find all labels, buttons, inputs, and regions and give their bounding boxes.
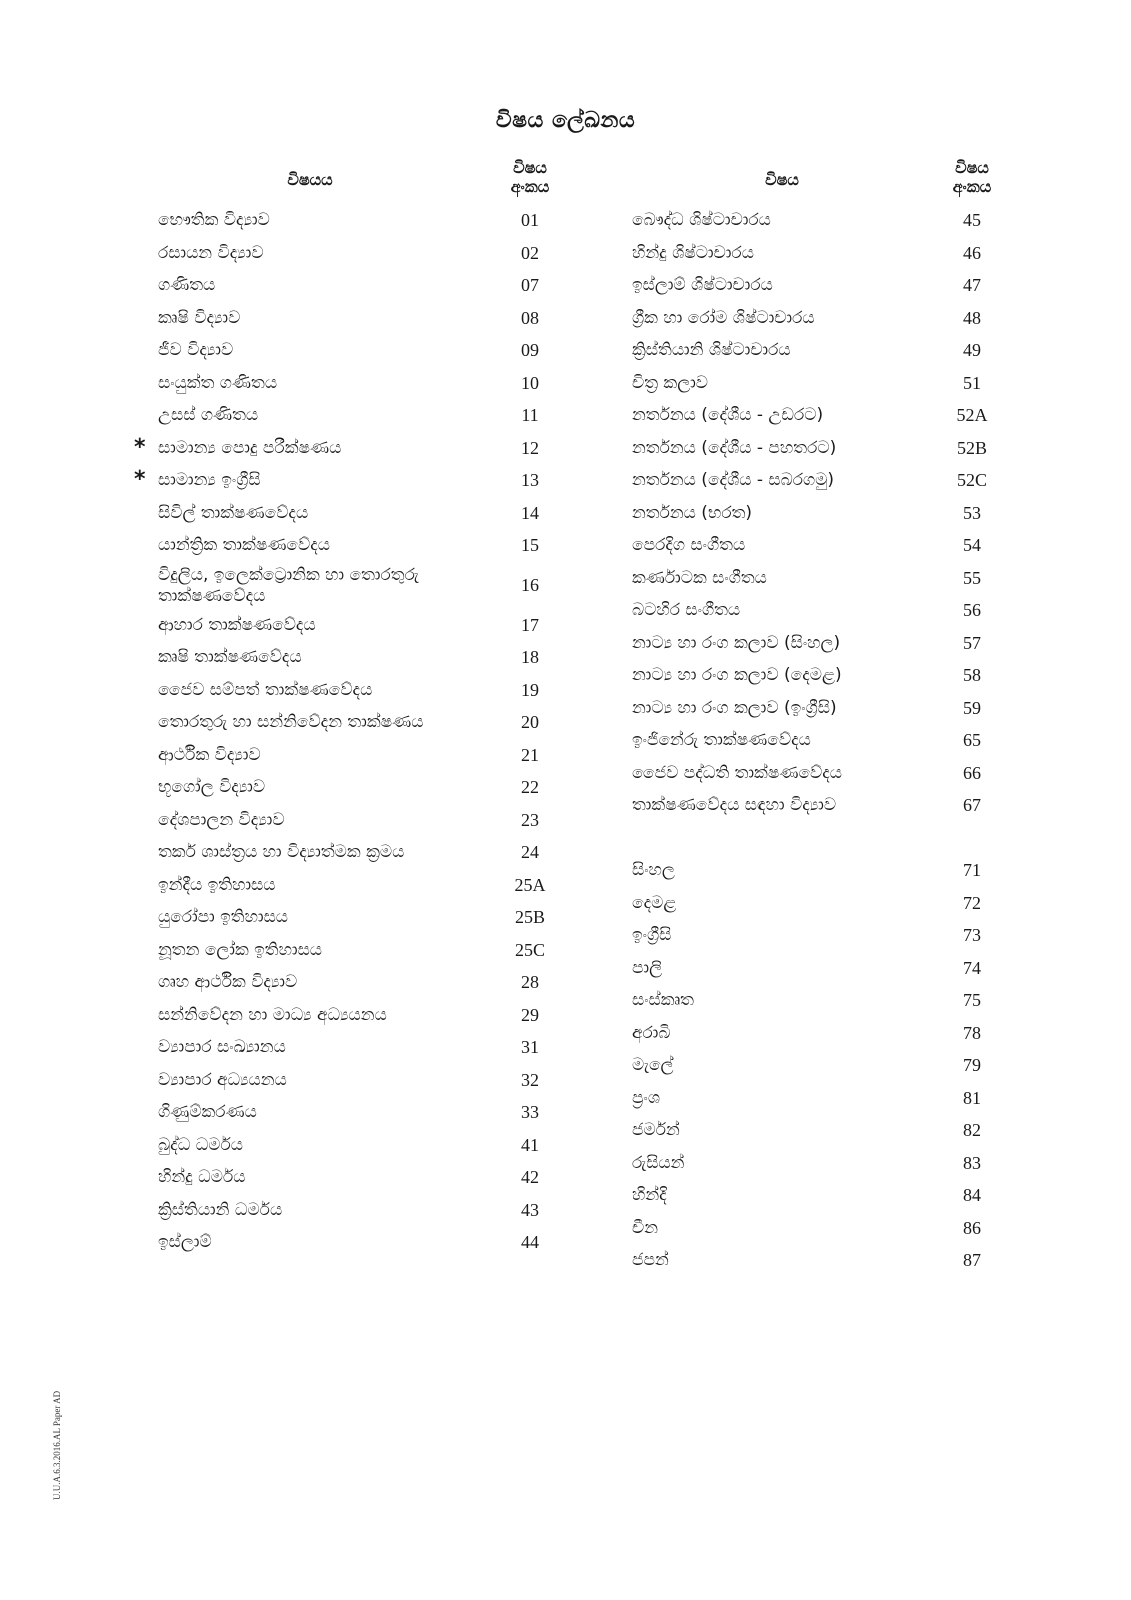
subject-code: 46	[963, 242, 981, 263]
subject-name: තර්ක ශාස්ත්‍රය හා විද්‍යාත්මක ක්‍රමය	[158, 842, 405, 862]
subject-code: 42	[521, 1167, 539, 1187]
subject-code: 52A	[956, 405, 988, 425]
table-row	[632, 919, 1022, 952]
table-row	[140, 999, 580, 1032]
subject-code: 44	[521, 1232, 539, 1252]
subject-code: 02	[521, 242, 539, 263]
table-row	[632, 1244, 1022, 1277]
subject-code: 51	[963, 372, 981, 393]
table-row	[140, 739, 580, 772]
subject-name: විදුලිය, ඉලෙක්ට්‍රොනික හා තොරතුරු තාක්ෂණවේදය	[158, 564, 419, 606]
table-row	[632, 1049, 1022, 1082]
subject-name: ගණිතය	[158, 275, 216, 295]
subject-code: 07	[521, 275, 539, 295]
subject-name: ක්‍රිස්තියානි ශිෂ්ටාචාරය	[632, 340, 791, 360]
code-header-line1: විෂය	[955, 158, 989, 177]
subject-code: 08	[521, 307, 539, 328]
table-row	[140, 674, 580, 707]
subject-code: 72	[963, 892, 981, 913]
table-row	[632, 529, 1022, 562]
subject-name: ආර්ථික විද්‍යාව	[158, 744, 261, 765]
subject-code: 67	[963, 795, 981, 815]
subject-column-header: විෂය	[765, 170, 799, 189]
table-row	[632, 692, 1022, 725]
table-row	[140, 869, 580, 902]
table-row	[632, 1212, 1022, 1245]
table-row	[140, 367, 580, 400]
subject-name: කෘෂි විද්‍යාව	[158, 307, 241, 328]
subject-code: 47	[963, 275, 981, 295]
subject-code: 49	[963, 340, 981, 360]
table-row	[632, 1114, 1022, 1147]
subject-name: ව්‍යාපාර සංඛ්‍යානය	[158, 1037, 286, 1057]
subject-column-header: විෂයය	[287, 170, 333, 189]
subject-code: 41	[521, 1134, 539, 1155]
subject-name: කර්ණාටක සංගීතය	[632, 567, 767, 588]
table-row	[140, 399, 580, 432]
subject-name: භූගෝල විද්‍යාව	[158, 777, 266, 797]
subject-code: 25A	[514, 874, 546, 895]
table-row	[632, 627, 1022, 660]
table-row	[134, 432, 580, 465]
page-title: විෂය ලේඛනය	[495, 108, 636, 133]
subject-name: කෘෂි තාක්ෂණවේදය	[158, 647, 302, 667]
subject-code: 19	[521, 679, 539, 700]
table-row	[140, 1096, 580, 1129]
code-column-header	[922, 158, 1022, 196]
subject-name: ජර්මන්	[632, 1120, 680, 1140]
table-row	[632, 887, 1022, 920]
subject-name: ගෘහ ආර්ථික විද්‍යාව	[158, 972, 298, 992]
table-row	[632, 497, 1022, 530]
subject-name: යාන්ත්‍රික තාක්ෂණවේදය	[158, 535, 331, 555]
table-row	[140, 609, 580, 642]
table-header	[632, 158, 1022, 204]
table-row	[632, 334, 1022, 367]
footer-code: U.U.A.6.3.2016.AL Paper AD	[52, 1390, 62, 1500]
table-row	[140, 966, 580, 999]
subject-code: 14	[521, 502, 539, 523]
subject-table-left	[134, 158, 580, 1259]
table-row	[140, 836, 580, 869]
subject-name: සාමාන්‍ය ඉංග්‍රීසි	[158, 470, 261, 490]
subject-name: තොරතුරු හා සන්නිවේදන තාක්ෂණය	[158, 712, 424, 732]
subject-name: දේශපාලන විද්‍යාව	[158, 809, 285, 830]
subject-name: පාලි	[632, 957, 663, 978]
subject-code: 21	[521, 744, 539, 765]
subject-name: ජෛව සම්පත් තාක්ෂණවේදය	[158, 679, 373, 700]
subject-name: සංස්කෘත	[632, 990, 694, 1010]
subject-code: 28	[521, 972, 539, 992]
subject-code: 53	[963, 502, 981, 523]
subject-name: ජපන්	[632, 1250, 669, 1270]
subject-name: ඉස්ලාම්	[158, 1232, 212, 1252]
subject-code: 74	[963, 957, 981, 978]
subject-code: 01	[521, 210, 539, 230]
subject-code: 16	[521, 574, 539, 595]
table-row	[140, 771, 580, 804]
subject-name: යුරෝපා ඉතිහාසය	[158, 907, 289, 927]
subject-code: 29	[521, 1004, 539, 1025]
table-row	[632, 269, 1022, 302]
table-row	[632, 789, 1022, 822]
subject-code: 82	[963, 1120, 981, 1140]
subject-name: නර්තනය (භරත)	[632, 502, 753, 523]
subject-name: ප්‍රංශ	[632, 1087, 660, 1108]
subject-code: 20	[521, 712, 539, 732]
subject-name: රුසියන්	[632, 1152, 685, 1173]
code-column-header	[480, 158, 580, 196]
table-row	[140, 934, 580, 967]
subject-code: 11	[521, 405, 539, 425]
subject-code: 23	[521, 809, 539, 830]
subject-name: බුද්ධ ධර්මය	[158, 1134, 244, 1155]
subject-code: 65	[963, 730, 981, 750]
table-row	[632, 204, 1022, 237]
table-row	[140, 706, 580, 739]
subject-name: චීන	[632, 1217, 659, 1238]
table-row	[632, 399, 1022, 432]
table-row	[140, 302, 580, 335]
table-row	[632, 1147, 1022, 1180]
table-row	[632, 367, 1022, 400]
table-row	[140, 1031, 580, 1064]
table-row	[632, 302, 1022, 335]
subject-name: ඉංග්‍රීසි	[632, 925, 672, 945]
subject-name: සිංහල	[632, 860, 675, 880]
subject-code: 24	[521, 842, 539, 862]
subject-name: හින්දු ධර්මය	[158, 1167, 246, 1187]
subject-code: 09	[521, 340, 539, 360]
table-row	[140, 1064, 580, 1097]
subject-code: 31	[521, 1037, 539, 1057]
subject-code: 78	[963, 1022, 981, 1043]
asterisk-mark: *	[134, 434, 146, 460]
subject-name: ඉස්ලාම් ශිෂ්ටාචාරය	[632, 275, 773, 295]
subject-name: නර්තනය (දේශීය - පහතරට)	[632, 437, 837, 458]
subject-code: 12	[521, 437, 539, 458]
table-row	[140, 1226, 580, 1259]
subject-code: 66	[963, 762, 981, 783]
subject-name: භෞතික විද්‍යාව	[158, 210, 270, 230]
code-header-line2: අංකය	[952, 177, 992, 196]
subject-code: 58	[963, 665, 981, 685]
subject-code: 54	[963, 535, 981, 555]
subject-code: 18	[521, 647, 539, 667]
subject-code: 48	[963, 307, 981, 328]
rows-left	[134, 204, 580, 1259]
subject-code: 84	[963, 1185, 981, 1205]
subject-code: 52B	[956, 437, 987, 458]
table-row	[140, 237, 580, 270]
subject-name: තාක්ෂණවේදය සඳහා විද්‍යාව	[632, 795, 837, 815]
subject-code: 15	[521, 535, 539, 555]
table-row	[632, 659, 1022, 692]
subject-code: 57	[963, 632, 981, 653]
subject-code: 52C	[956, 470, 987, 490]
subject-code: 10	[521, 372, 539, 393]
subject-code: 13	[521, 470, 539, 490]
subject-name: නර්තනය (දේශීය - උඩරට)	[632, 405, 824, 425]
table-row	[632, 724, 1022, 757]
table-row	[140, 204, 580, 237]
subject-code: 55	[963, 567, 981, 588]
table-row	[632, 984, 1022, 1017]
code-header-line1: විෂය	[513, 158, 547, 177]
table-row	[632, 1082, 1022, 1115]
subject-name: මැලේ	[632, 1055, 674, 1075]
subject-code: 79	[963, 1055, 981, 1075]
row-spacer	[632, 822, 1022, 855]
table-row	[632, 757, 1022, 790]
subject-code: 33	[521, 1102, 539, 1122]
subject-name: උසස් ගණිතය	[158, 405, 259, 425]
subject-code: 86	[963, 1217, 981, 1238]
table-row	[632, 854, 1022, 887]
subject-code: 17	[521, 614, 539, 635]
table-row	[140, 334, 580, 367]
table-header	[140, 158, 580, 204]
table-row	[140, 804, 580, 837]
subject-name: සාමාන්‍ය පොදු පරීක්ෂණය	[158, 437, 342, 458]
subject-name: හින්දි	[632, 1185, 667, 1205]
subject-code: 81	[963, 1087, 981, 1108]
subject-code: 75	[963, 990, 981, 1010]
table-row	[632, 432, 1022, 465]
subject-code: 59	[963, 697, 981, 718]
table-row	[632, 594, 1022, 627]
asterisk-mark: *	[134, 467, 146, 492]
subject-name: නාට්‍ය හා රංග කලාව (සිංහල)	[632, 632, 841, 653]
table-row	[140, 1161, 580, 1194]
subject-name: ග්‍රීක හා රෝම ශිෂ්ටාචාරය	[632, 307, 815, 328]
subject-name: රසායන විද්‍යාව	[158, 242, 264, 263]
subject-code: 32	[521, 1069, 539, 1090]
subject-name: ව්‍යාපාර අධ්‍යයනය	[158, 1069, 287, 1090]
subject-code: 73	[963, 925, 981, 945]
subject-code: 25B	[514, 907, 545, 927]
table-row	[140, 901, 580, 934]
subject-name: සංයුක්ත ගණිතය	[158, 372, 278, 393]
subject-name: ගිණුම්කරණය	[158, 1102, 257, 1122]
table-row	[134, 464, 580, 497]
subject-code: 45	[963, 210, 981, 230]
subject-name: නර්තනය (දේශීය - සබරගමු)	[632, 470, 835, 490]
table-row	[140, 269, 580, 302]
subject-name: ජීව විද්‍යාව	[158, 340, 234, 360]
subject-name: බෞද්ධ ශිෂ්ටාචාරය	[632, 210, 771, 230]
table-row	[632, 1179, 1022, 1212]
subject-name: හින්දු ශිෂ්ටාචාරය	[632, 242, 754, 263]
table-row	[140, 529, 580, 562]
table-row	[632, 1017, 1022, 1050]
subject-name: පෙරදිග සංගීතය	[632, 535, 746, 555]
subject-code: 56	[963, 600, 981, 620]
table-row	[632, 464, 1022, 497]
subject-name: නාට්‍ය හා රංග කලාව (ඉංග්‍රීසි)	[632, 697, 837, 718]
subject-name: සන්නිවේදන හා මාධ්‍ය අධ්‍යයනය	[158, 1004, 387, 1025]
subject-code: 83	[963, 1152, 981, 1173]
subject-name: බටහිර සංගීතය	[632, 600, 741, 620]
subject-code: 25C	[514, 939, 545, 960]
subject-name: සිවිල් තාක්ෂණවේදය	[158, 502, 309, 523]
subject-code: 71	[963, 860, 981, 880]
subject-name: දෙමළ	[632, 892, 677, 913]
subject-code: 22	[521, 777, 539, 797]
rows-right	[632, 204, 1022, 1277]
subject-name: ඉංජිනේරු තාක්ෂණවේදය	[632, 730, 811, 750]
subject-name: නූතන ලෝක ඉතිහාසය	[158, 939, 323, 960]
table-row	[140, 1129, 580, 1162]
table-row	[140, 497, 580, 530]
table-row	[632, 562, 1022, 595]
subject-name: චිත්‍ර කලාව	[632, 372, 709, 393]
code-header-line2: අංකය	[510, 177, 550, 196]
subject-code: 87	[963, 1250, 981, 1270]
table-row	[140, 1194, 580, 1227]
table-row	[140, 562, 580, 609]
subject-name: අරාබි	[632, 1022, 671, 1043]
subject-code: 43	[521, 1199, 539, 1220]
subject-name: ආහාර තාක්ෂණවේදය	[158, 614, 316, 635]
table-row	[632, 237, 1022, 270]
table-row	[632, 952, 1022, 985]
subject-name: නාට්‍ය හා රංග කලාව (දෙමළ)	[632, 665, 842, 685]
subject-name: ජෛව පද්ධති තාක්ෂණවේදය	[632, 762, 843, 783]
subject-name: ක්‍රිස්තියානි ධර්මය	[158, 1199, 283, 1220]
subject-name: ඉන්දීය ඉතිහාසය	[158, 874, 276, 895]
table-row	[140, 641, 580, 674]
subject-table-right	[632, 158, 1022, 1277]
